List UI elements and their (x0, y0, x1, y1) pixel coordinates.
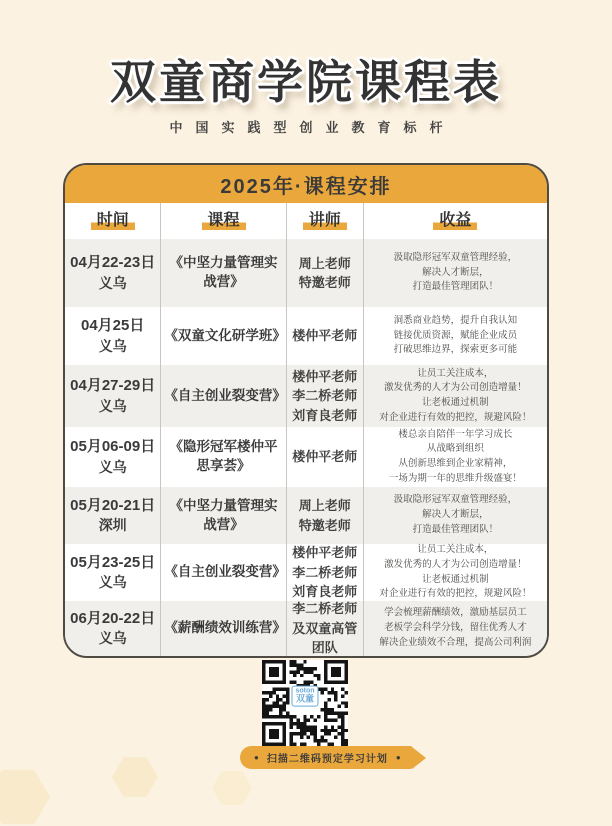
decorative-hexagon (212, 770, 252, 806)
page-subtitle: 中国实践型创业教育标杆 (169, 120, 456, 135)
table-row (65, 601, 547, 656)
cell-line: 对企业进行有效的把控，规避风险！ (379, 411, 532, 423)
cta-banner (240, 746, 413, 769)
table-row (65, 427, 547, 487)
cell-line: 让员工关注成本， (417, 367, 494, 379)
cell-line: 洞悉商业趋势，提升自我认知 (393, 314, 518, 326)
benefit-cell (364, 487, 547, 544)
course-cell (161, 487, 286, 544)
course-city: 义乌 (98, 397, 127, 414)
column-header-time (65, 203, 161, 239)
time-cell (65, 427, 161, 487)
course-cell (161, 427, 286, 487)
course-city: 义乌 (98, 574, 127, 591)
column-header-label: 讲师 (303, 212, 347, 230)
cell-line: 打造最佳管理团队！ (412, 523, 499, 535)
qr-logo-text-cn: 双童 (295, 694, 314, 705)
table-row (65, 544, 547, 601)
cell-line: 周上老师 (298, 255, 351, 271)
cell-line: 打造最佳管理团队！ (412, 281, 499, 293)
cell-line: 楼仲平老师 (292, 545, 358, 561)
lecturer-cell (287, 427, 364, 487)
cell-line: 刘育良老师 (292, 584, 358, 600)
benefit-cell (364, 307, 547, 365)
cell-line: 李二桥老师 (292, 601, 358, 617)
benefit-cell (364, 427, 547, 487)
lecturer-cell (287, 487, 364, 544)
lecturer-cell (287, 601, 364, 656)
cell-line: 及双童高管团队 (292, 620, 358, 656)
cell-line: 从战略到组织 (426, 443, 484, 455)
course-city: 深圳 (98, 517, 127, 534)
cell-line: 激发优秀的人才为公司创造增量！ (384, 558, 527, 570)
cell-line: 一场为期一年的思维升级盛宴！ (388, 472, 522, 484)
benefit-cell (364, 365, 547, 427)
course-date: 06月20-22日 (70, 609, 156, 627)
course-cell (161, 365, 286, 427)
schedule-rows (65, 239, 547, 656)
time-cell (65, 487, 161, 544)
cell-line: 楼仲平老师 (292, 449, 358, 465)
table-row (65, 239, 547, 307)
course-cell (161, 601, 286, 656)
cell-line: 让员工关注成本， (417, 544, 494, 556)
lecturer-cell (287, 307, 364, 365)
course-title: 《自主创业裂变营》 (164, 387, 286, 403)
course-title: 《隐形冠军楼仲平思享荟》 (169, 439, 278, 473)
cell-line: 激发优秀的人才为公司创造增量！ (384, 382, 527, 394)
cell-line: 李二桥老师 (292, 564, 358, 580)
lecturer-cell (287, 544, 364, 601)
cell-line: 打破思维边界，探索更多可能 (393, 344, 518, 356)
cell-line: 周上老师 (298, 498, 351, 513)
time-cell (65, 601, 161, 656)
benefit-cell (364, 239, 547, 307)
column-header-row (65, 203, 547, 239)
cta-bullet-left: ● (254, 752, 259, 762)
schedule-card (63, 163, 549, 658)
benefit-cell (364, 601, 547, 656)
cell-line: 解决人才断层， (422, 266, 489, 278)
course-title: 《双童文化研学班》 (164, 327, 286, 343)
column-header-label: 时间 (91, 212, 135, 230)
cell-line: 从创新思维到企业家精神， (398, 458, 513, 469)
course-date: 04月27-29日 (70, 377, 156, 395)
course-date: 04月25日 (81, 317, 145, 335)
cell-line: 特邀老师 (298, 275, 351, 290)
table-row (65, 307, 547, 365)
course-city: 义乌 (98, 274, 127, 291)
cell-line: 汲取隐形冠军双童管理经验， (393, 494, 518, 506)
time-cell (65, 365, 161, 427)
column-header-label: 收益 (433, 212, 477, 230)
course-date: 05月23-25日 (70, 553, 156, 571)
course-title: 《中坚力量管理实战营》 (169, 497, 278, 532)
table-row (65, 487, 547, 544)
page-title: 双童商学院课程表 (110, 56, 502, 108)
cell-line: 对企业进行有效的把控，规避风险！ (379, 588, 532, 600)
cell-line: 特邀老师 (298, 517, 351, 533)
time-cell (65, 544, 161, 601)
course-cell (161, 544, 286, 601)
cell-line: 楼仲平老师 (292, 368, 358, 384)
qr-logo-text-latin: soton (295, 687, 315, 695)
cta-text: 扫描二维码预定学习计划 (266, 754, 388, 765)
cell-line: 楼仲平老师 (292, 328, 358, 344)
cell-line: 学会梳理薪酬绩效，激励基层员工 (384, 607, 527, 619)
qr-center-logo (291, 686, 318, 707)
column-header-benefit (364, 203, 547, 239)
course-city: 义乌 (98, 458, 127, 475)
column-header-label: 课程 (202, 212, 246, 230)
qr-code (262, 660, 348, 746)
cell-line: 汲取隐形冠军双童管理经验， (393, 251, 518, 263)
course-title: 《中坚力量管理实战营》 (169, 255, 278, 289)
course-cell (161, 307, 286, 365)
cell-line: 链接优质资源，赋能企业成员 (393, 329, 518, 341)
cta-bullet-right: ● (395, 752, 401, 762)
decorative-hexagon (0, 768, 50, 826)
cell-line: 楼总亲自陪伴一年学习成长 (398, 428, 513, 440)
course-date: 04月22-23日 (70, 254, 156, 272)
course-city: 义乌 (98, 337, 127, 354)
cell-line: 解决企业绩效不合理，提高公司利润 (379, 636, 532, 648)
time-cell (65, 239, 161, 307)
cell-line: 刘育良老师 (292, 407, 358, 423)
course-cell (161, 239, 286, 307)
schedule-year-banner: 2025年·课程安排 (65, 165, 547, 203)
course-city: 义乌 (98, 630, 127, 647)
cell-line: 老板学会科学分钱，留住优秀人才 (384, 622, 527, 634)
time-cell (65, 307, 161, 365)
table-row (65, 365, 547, 427)
course-title: 《自主创业裂变营》 (164, 564, 286, 580)
benefit-cell (364, 544, 547, 601)
cell-line: 让老板通过机制 (422, 397, 489, 408)
cell-line: 李二桥老师 (292, 388, 358, 404)
cell-line: 让老板通过机制 (422, 573, 489, 585)
course-date: 05月06-09日 (70, 438, 156, 456)
lecturer-cell (287, 239, 364, 307)
course-title: 《薪酬绩效训练营》 (164, 620, 286, 636)
course-date: 05月20-21日 (70, 496, 156, 514)
cell-line: 解决人才断层， (422, 509, 489, 521)
decorative-hexagon (112, 756, 158, 798)
lecturer-cell (287, 365, 364, 427)
column-header-course (161, 203, 286, 239)
column-header-lecturer (287, 203, 364, 239)
